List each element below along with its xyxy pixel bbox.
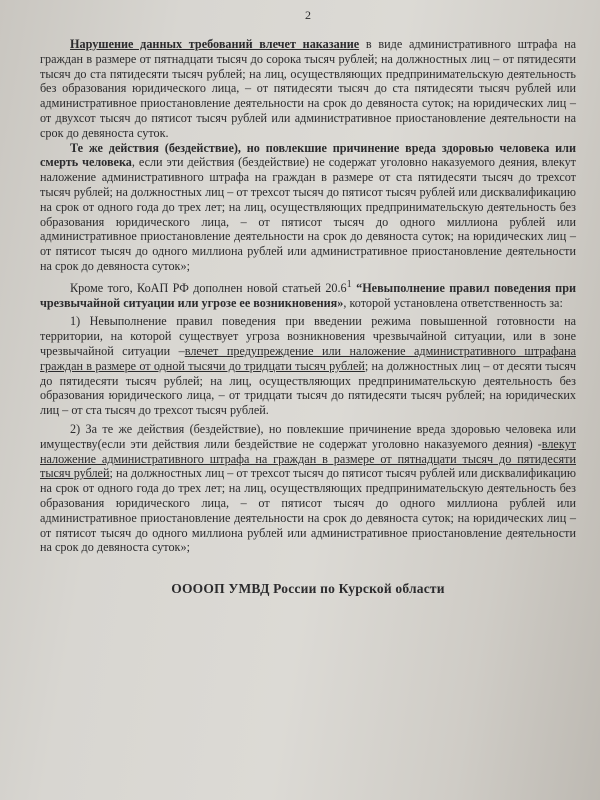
list-item-2-text-b: ; на должностных лиц – от трехсот тысяч до пятисот тысяч рублей или дисквалификацию на срок от одного года до трех лет; на лиц, осуществляющих предпринимательскую деятельность без образования юридического лица, – от пятисот тысяч до одного миллиона рублей или административное приостановление деятельности на срок до девяноста суток; на юридических лиц – от пятисот тысяч до одного миллиона рублей или административное приостановление деятельности на срок до девяноста суток»; (40, 466, 577, 555)
new-article-superscript: 1 (346, 278, 352, 290)
issuer-signature: ООООП УМВД России по Курской области (171, 581, 445, 597)
list-item-1-underlined: влечет предупреждение или наложение административного штрафана граждан в размере от одной тысячи до тридцати тысяч рублей (40, 344, 576, 373)
paragraph-harm-lead: Те же действия (бездействие), но повлекшие причинение вреда здоровью человека или смерть человека (40, 140, 576, 170)
paragraph-harm-text: , если эти действия (бездействие) не содержат уголовно наказуемого деяния, влекут наложение административного штрафа на граждан в размере от ста пятидесяти тысяч до трехсот тысяч рублей; на должностных лиц – от трехсот тысяч до пятисот тысяч рублей или дисквалификацию на срок от одного года до трех лет; на лиц, осуществляющих предпринимательскую деятельность без образования юридического лица, – от пятисот тысяч до одного миллиона рублей или административное приостановление деятельности на срок до девяноста суток; на юридических лиц – от пятисот тысяч до одного миллиона рублей или административное приостановление деятельности на срок до девяноста суток»; (40, 155, 576, 273)
list-item-2 (40, 422, 576, 555)
paragraph-penalty (40, 37, 576, 141)
list-item-1 (40, 314, 576, 418)
paragraph-new-article (40, 278, 576, 311)
new-article-title: “Невыполнение правил поведения при чрезвычайной ситуации или угрозе ее возникновения» (40, 280, 577, 310)
list-item-1-text-a: 1) Невыполнение правил поведения при введении режима повышенной готовности на территории, на которой существует угроза возникновения чрезвычайной ситуации, или в зоне чрезвычайной ситуации – (40, 314, 576, 358)
page-number: 2 (305, 8, 311, 22)
new-article-text-c: , которой установлена ответственность за: (343, 295, 563, 310)
list-item-2-underlined: влекут наложение административного штрафа на граждан в размере от пятнадцати тысяч до пятидесяти тысяч рублей (40, 436, 576, 481)
list-item-2-text-a: 2) За те же действия (бездействие), но повлекшие причинение вреда здоровью человека или имуществу(если эти действия лили бездействие не содержат уголовно наказуемого деяния) - (40, 421, 576, 451)
list-item-1-text-b: ; на должностных лиц – от десяти тысяч до пятидесяти тысяч рублей; на лиц, осуществляющих предпринимательскую деятельность без образования юридического лица, – от тридцати тысяч до пятидесяти тысяч рублей; на юридических лиц – от ста тысяч до трехсот тысяч рублей. (40, 358, 576, 418)
paragraph-harm (40, 141, 576, 274)
paragraph-penalty-text: в виде административного штрафа на граждан в размере от пятнадцати тысяч до сорока тысяч рублей; на должностных лиц – от пятидесяти тысяч до ста пятидесяти тысяч рублей; на лиц, осуществляющих предпринимательскую деятельность без образования юридического лица, – от пятидесяти тысяч до ста пятидесяти тысяч рублей или административное приостановление деятельности на срок до девяноста суток; на юридических лиц – от двухсот тысяч до пятисот тысяч рублей или административное приостановление деятельности на срок до девяноста суток. (40, 37, 577, 140)
paragraph-penalty-lead: Нарушение данных требований влечет наказание (70, 37, 360, 51)
new-article-text-a: Кроме того, КоАП РФ дополнен новой статьей 20.6 (70, 280, 347, 295)
